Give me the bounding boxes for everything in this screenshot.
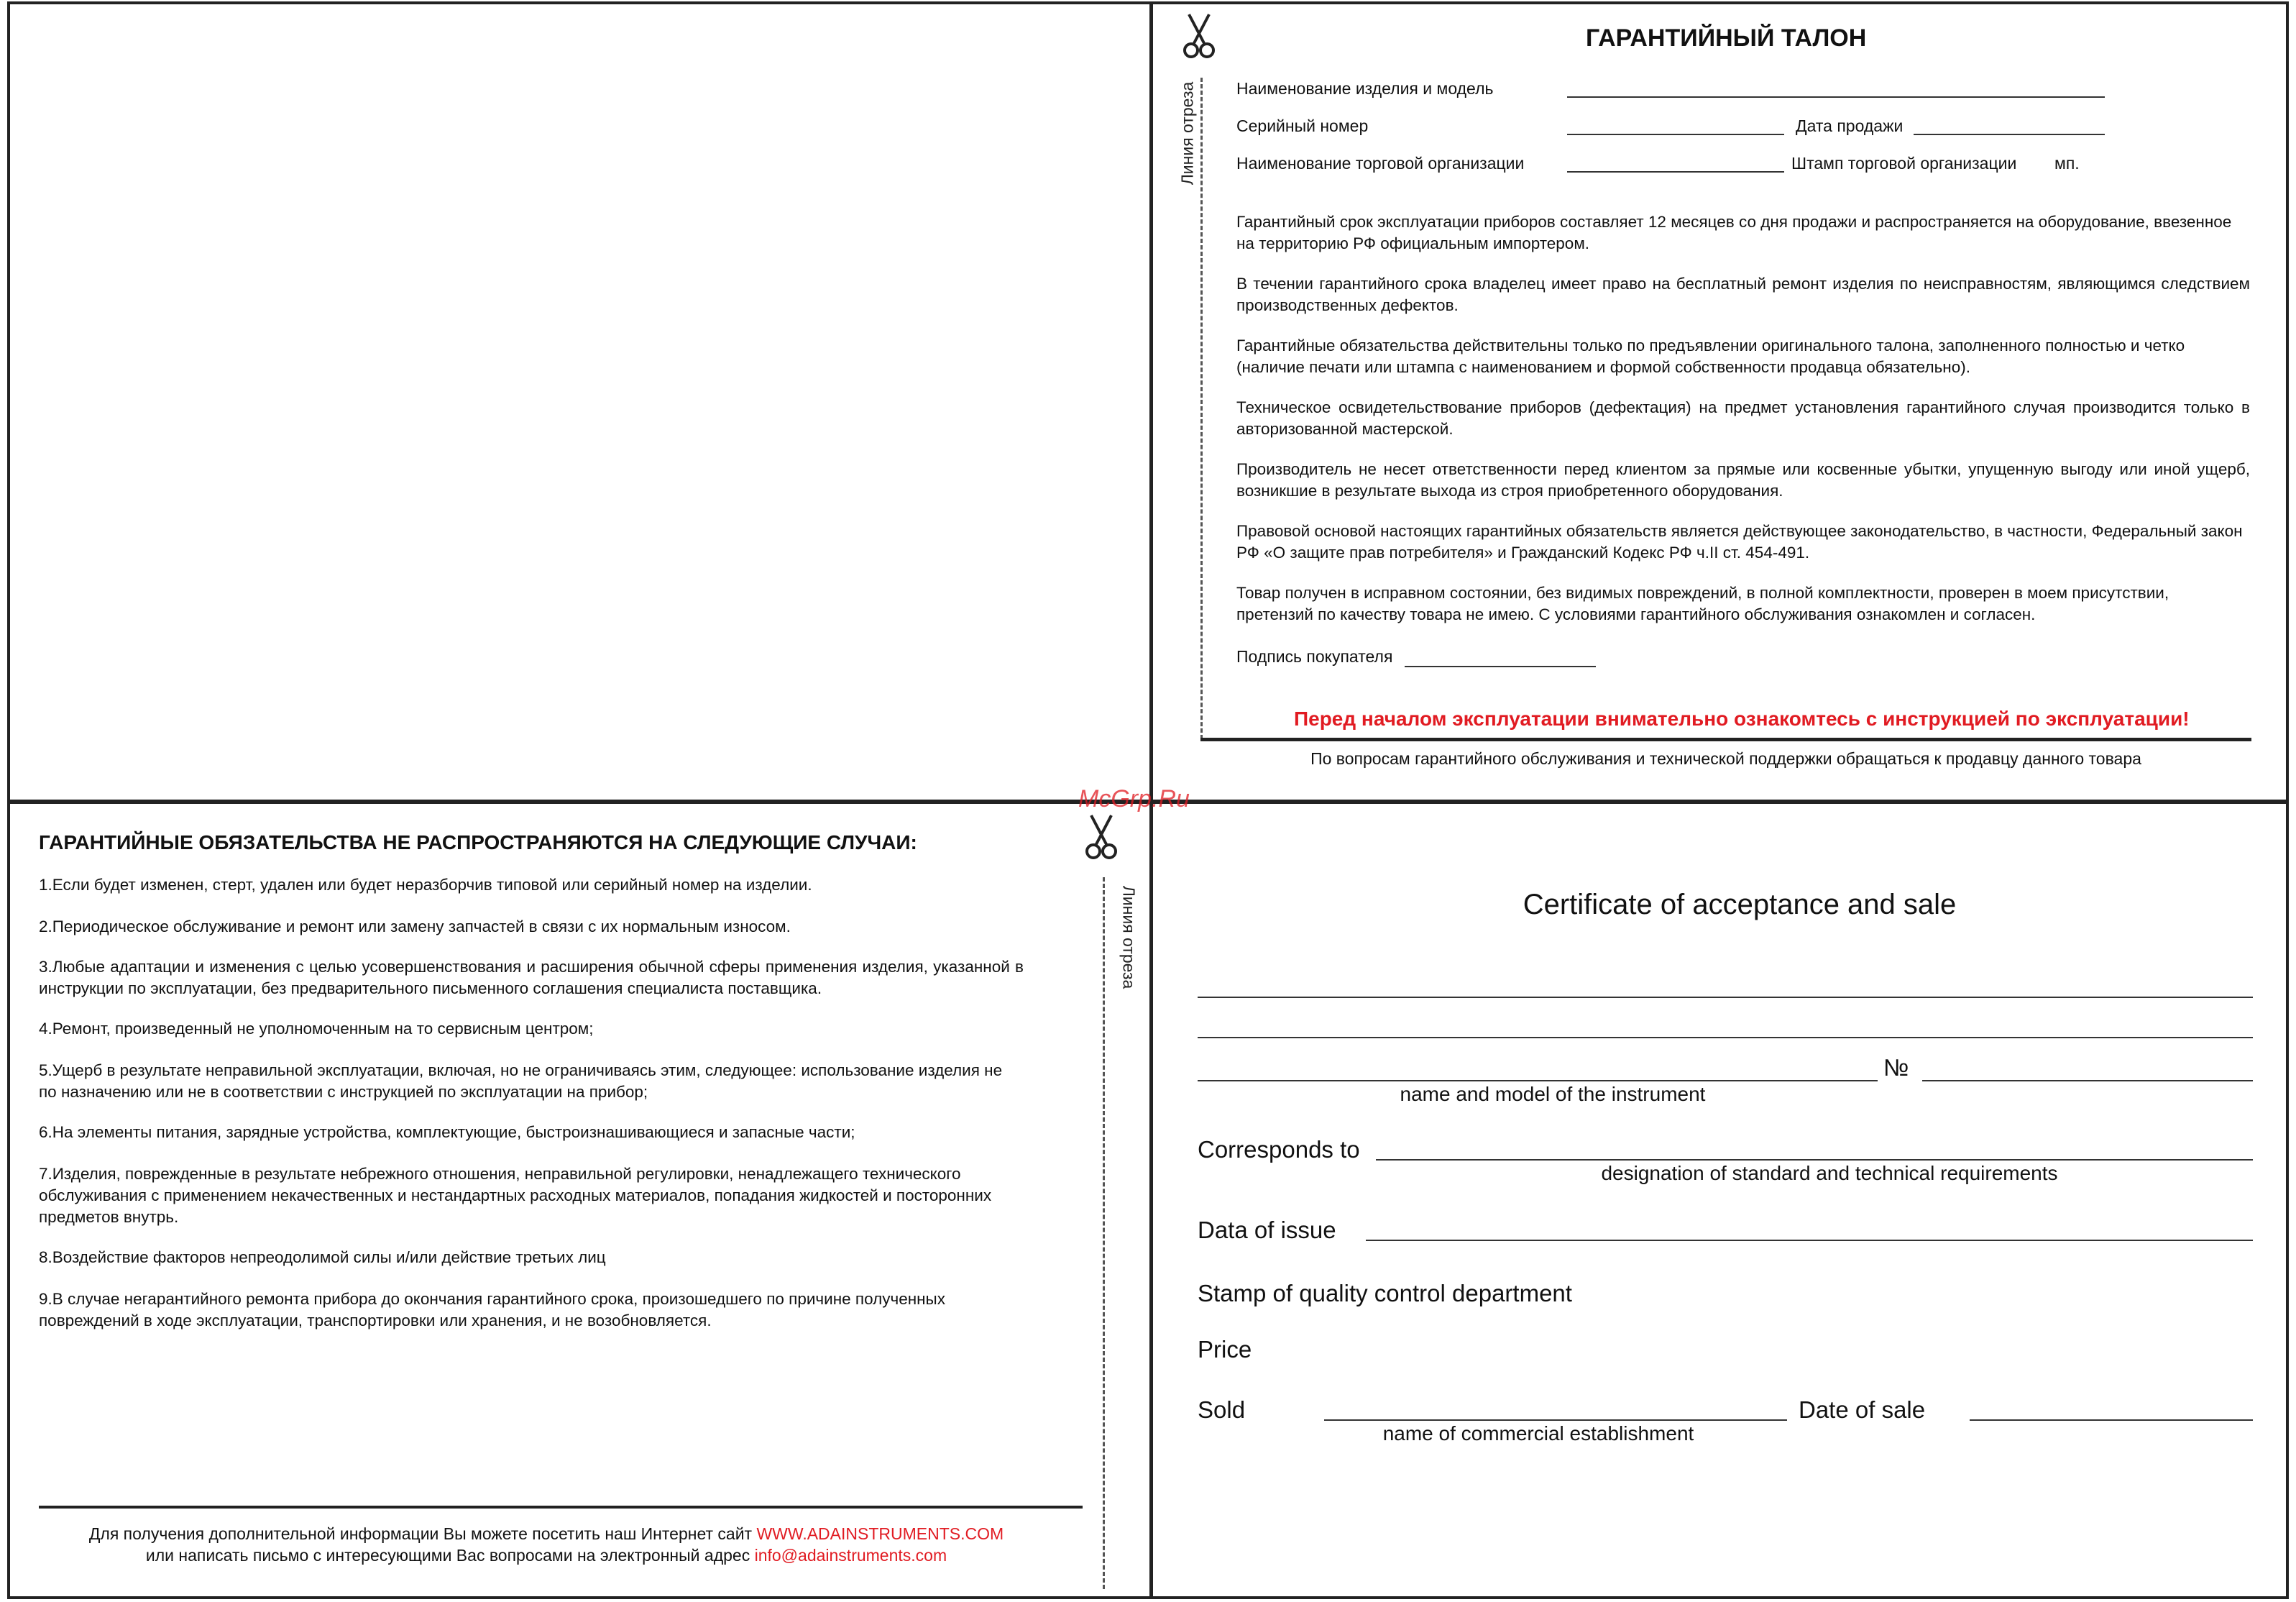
exclusion-item: 6.На элементы питания, зарядные устройства, комплектующие, быстроизнашивающиеся и запасные части; [39,1123,855,1141]
instrument-caption: name and model of the instrument [1400,1083,1706,1105]
exclusion-item: 4.Ремонт, произведенный не уполномоченным на то сервисным центром; [39,1020,594,1038]
product-name-line[interactable] [1567,96,2105,98]
exclusion-item: 1.Если будет изменен, стерт, удален или будет неразборчив типовой или серийный номер на изделии. [39,876,812,894]
sale-date-line[interactable] [1914,134,2105,135]
number-line[interactable] [1922,1080,2253,1081]
info-rule [39,1506,1083,1509]
exclusion-item: 3.Любые адаптации и изменения с целью усовершенствования и расширения обычной сферы применения изделия, указанной в инструкции по эксплуатации, без предварительного письменного соглашения специалиста поставщика. [39,958,1024,997]
corresponds-line[interactable] [1376,1159,2253,1161]
field-product-name: Наименование изделия и модель [1236,79,1494,98]
warranty-paragraph: Правовой основой настоящих гарантийных обязательств является действующее законодательство, в частности, Федеральный закон РФ «О защите прав потребителя» и Гражданский Кодекс РФ ч.II ст. 454-491. [1236,522,2243,562]
cut-line [1200,78,1203,739]
field-trade-stamp: Штамп торговой организации [1791,154,2017,173]
field-trade-org: Наименование торговой организации [1236,154,1525,173]
field-buyer-signature: Подпись покупателя [1236,647,1393,666]
number-label: № [1883,1054,1909,1081]
scissors-icon [1183,13,1215,60]
sale-date-label: Date of sale [1799,1396,1926,1423]
warranty-paragraph: Гарантийный срок эксплуатации приборов составляет 12 месяцев со дня продажи и распространяется на оборудование, ввезенное на территорию РФ официальным импортером. [1236,213,2232,252]
warranty-title: ГАРАНТИЙНЫЙ ТАЛОН [1586,24,1867,52]
stamp-label: Stamp of quality control department [1198,1280,1572,1306]
blank-line[interactable] [1198,997,2253,998]
blank-line[interactable] [1198,1037,2253,1038]
scissors-icon [1085,814,1117,861]
contact-info [43,1523,1050,1566]
issue-label: Data of issue [1198,1217,1336,1243]
warranty-paragraph: Гарантийные обязательства действительны только по предъявлении оригинального талона, заполненного полностью и четко (наличие печати или штампа с наименованием и формой собственности продавца обязательно). [1236,337,2185,376]
corresponds-label: Corresponds to [1198,1136,1360,1163]
cut-line-label: Линия отреза [1177,81,1197,186]
info-text-2: или написать письмо с интересующими Вас вопросами на электронный адрес [145,1546,750,1565]
field-serial-number: Серийный номер [1236,116,1369,135]
trade-org-line[interactable] [1567,171,1784,173]
price-label: Price [1198,1336,1252,1363]
exclusion-item: 5.Ущерб в результате неправильной эксплуатации, включая, но не ограничиваясь этим, следующее: использование изделия не по назначению или не в соответствии с инструкцией по эксплуатации на прибор; [39,1061,1003,1101]
establishment-caption: name of commercial establishment [1382,1422,1694,1445]
instrument-name-line[interactable] [1198,1080,1878,1081]
warranty-paragraph: Техническое освидетельствование приборов (дефектация) на предмет установления гарантийного случая производится только в авторизованной мастерской. [1236,398,2250,438]
exclusion-item: 7.Изделия, поврежденные в результате небрежного отношения, неправильной регулировки, ненадлежащего технического обслуживания с применением некачественных и нестандартных расходных материалов, попадания жидкостей и посторонних предметов внутрь. [39,1165,992,1226]
sold-line[interactable] [1324,1419,1787,1421]
field-stamp-place: мп. [2054,154,2080,173]
warranty-paragraph: В течении гарантийного срока владелец имеет право на бесплатный ремонт изделия по неисправностям, являющимся следствием производственных дефектов. [1236,275,2250,314]
support-rule [1200,738,2251,741]
cut-line [1103,877,1105,1589]
cut-line-label: Линия отреза [1119,885,1139,989]
sold-label: Sold [1198,1396,1246,1423]
buyer-signature-line[interactable] [1405,666,1596,667]
exclusion-item: 8.Воздействие факторов непреодолимой силы и/или действие третьих лиц [39,1248,606,1266]
email-link[interactable]: info@adainstruments.com [754,1546,947,1565]
info-text-1: Для получения дополнительной информации Вы можете посетить наш Интернет сайт [88,1524,753,1543]
exclusions-heading: ГАРАНТИЙНЫЕ ОБЯЗАТЕЛЬСТВА НЕ РАСПРОСТРАНЯЮТСЯ НА СЛЕДУЮЩИЕ СЛУЧАИ: [39,831,917,853]
exclusion-item: 9.В случае негарантийного ремонта прибора до окончания гарантийного срока, произошедшего по причине полученных повреждений в ходе эксплуатации, транспортировки или хранения, и не возобновляется. [39,1290,945,1329]
website-link[interactable]: WWW.ADAINSTRUMENTS.COM [756,1524,1004,1543]
sale-date-line[interactable] [1970,1419,2253,1421]
field-sale-date: Дата продажи [1796,116,1904,135]
blank-panel [10,4,1149,800]
warranty-paragraph: Товар получен в исправном состоянии, без видимых повреждений, в полной комплектности, проверен в моем присутствии, претензий по качеству товара не имею. С условиями гарантийного обслуживания ознакомлен и согласен. [1236,584,2169,623]
watermark: McGrp.Ru [1078,785,1190,813]
standard-caption: designation of standard and technical requirements [1601,1162,2058,1184]
support-text: По вопросам гарантийного обслуживания и технической поддержки обращаться к продавцу данного товара [1310,749,2141,768]
issue-line[interactable] [1366,1240,2253,1241]
exclusion-item: 2.Периодическое обслуживание и ремонт или замену запчастей в связи с их нормальным износом. [39,917,791,935]
warranty-paragraph: Производитель не несет ответственности перед клиентом за прямые или косвенные убытки, упущенную выгоду или иной ущерб, возникшие в результате выхода из строя приобретенного оборудования. [1236,460,2250,500]
certificate-title: Certificate of acceptance and sale [1523,889,1957,920]
warning-text: Перед началом эксплуатации внимательно ознакомтесь с инструкцией по эксплуатации! [1294,708,2190,730]
serial-number-line[interactable] [1567,134,1784,135]
